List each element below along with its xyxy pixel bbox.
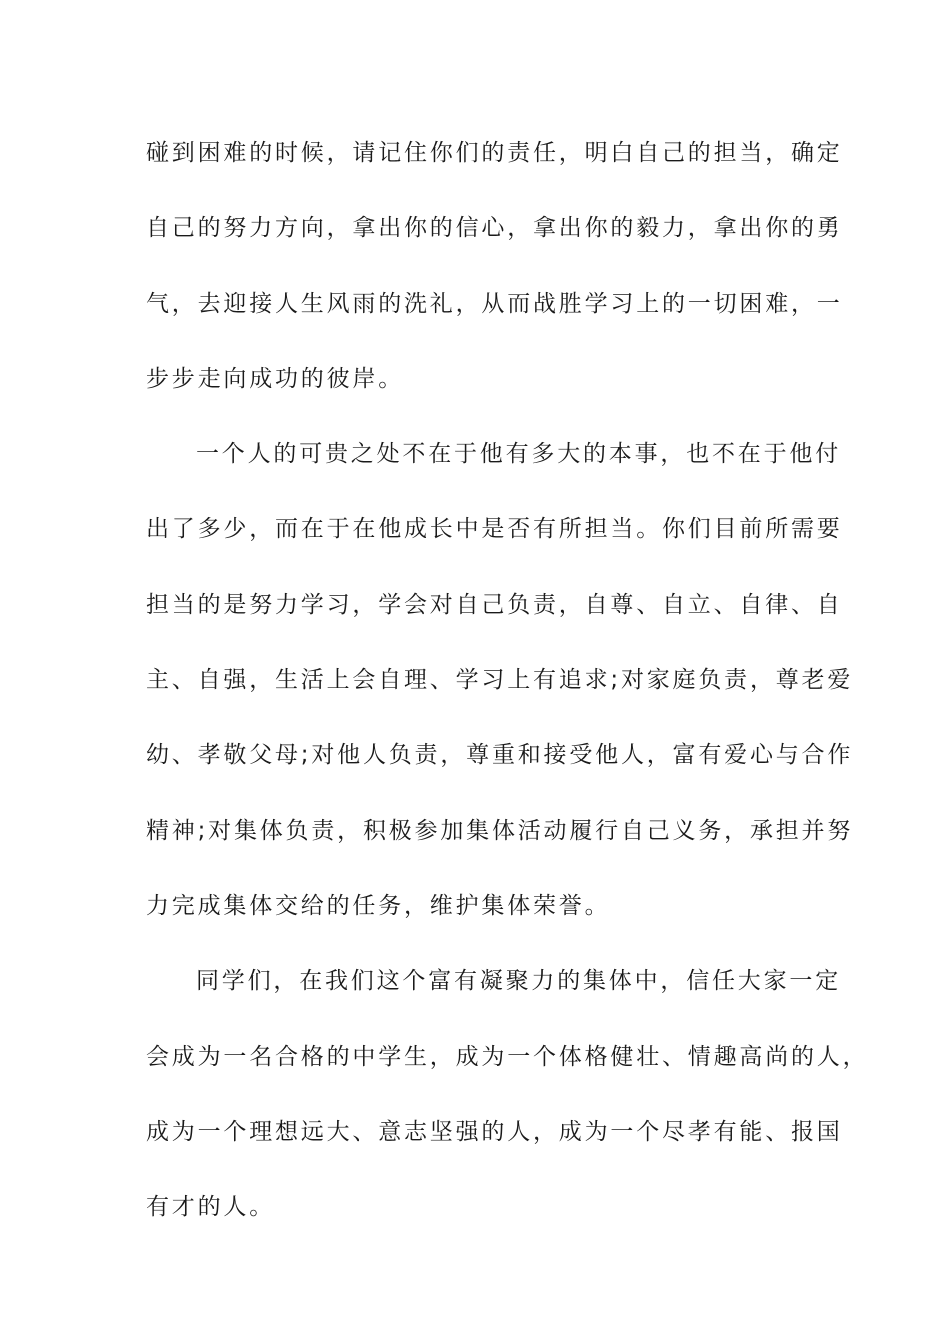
text-line: 步步走向成功的彼岸。: [146, 365, 404, 392]
text-line: 碰到困难的时候，请记住你们的责任，明白自己的担当，确定: [146, 140, 843, 166]
text-line: 力完成集体交给的任务，维护集体荣誉。: [146, 892, 611, 919]
text-line: 同学们，在我们这个富有凝聚力的集体中，信任大家一定: [196, 968, 841, 995]
text-line: 出了多少，而在于在他成长中是否有所担当。你们目前所需要: [146, 516, 843, 543]
text-line: 气，去迎接人生风雨的洗礼，从而战胜学习上的一切困难，一: [146, 290, 843, 317]
text-line: 幼、孝敬父母;对他人负责，尊重和接受他人，富有爱心与合作: [146, 742, 854, 769]
text-line: 主、自强，生活上会自理、学习上有追求;对家庭负责，尊老爱: [146, 667, 854, 694]
text-line: 自己的努力方向，拿出你的信心，拿出你的毅力，拿出你的勇: [146, 215, 843, 242]
paragraph-3: [146, 954, 869, 1255]
text-line: 担当的是努力学习，学会对自己负责，自尊、自立、自律、自: [146, 591, 843, 618]
text-line: 一个人的可贵之处不在于他有多大的本事，也不在于他付: [196, 441, 841, 468]
text-line: 会成为一名合格的中学生，成为一个体格健壮、情趣高尚的人，: [146, 1043, 869, 1070]
paragraph-1: [146, 126, 843, 427]
paragraph-2: [146, 427, 854, 954]
body-text: [146, 126, 869, 1255]
text-line: 有才的人。: [146, 1194, 275, 1221]
text-line: 成为一个理想远大、意志坚强的人，成为一个尽孝有能、报国: [146, 1118, 843, 1145]
text-line: 精神;对集体负责，积极参加集体活动履行自己义务，承担并努: [146, 817, 854, 844]
